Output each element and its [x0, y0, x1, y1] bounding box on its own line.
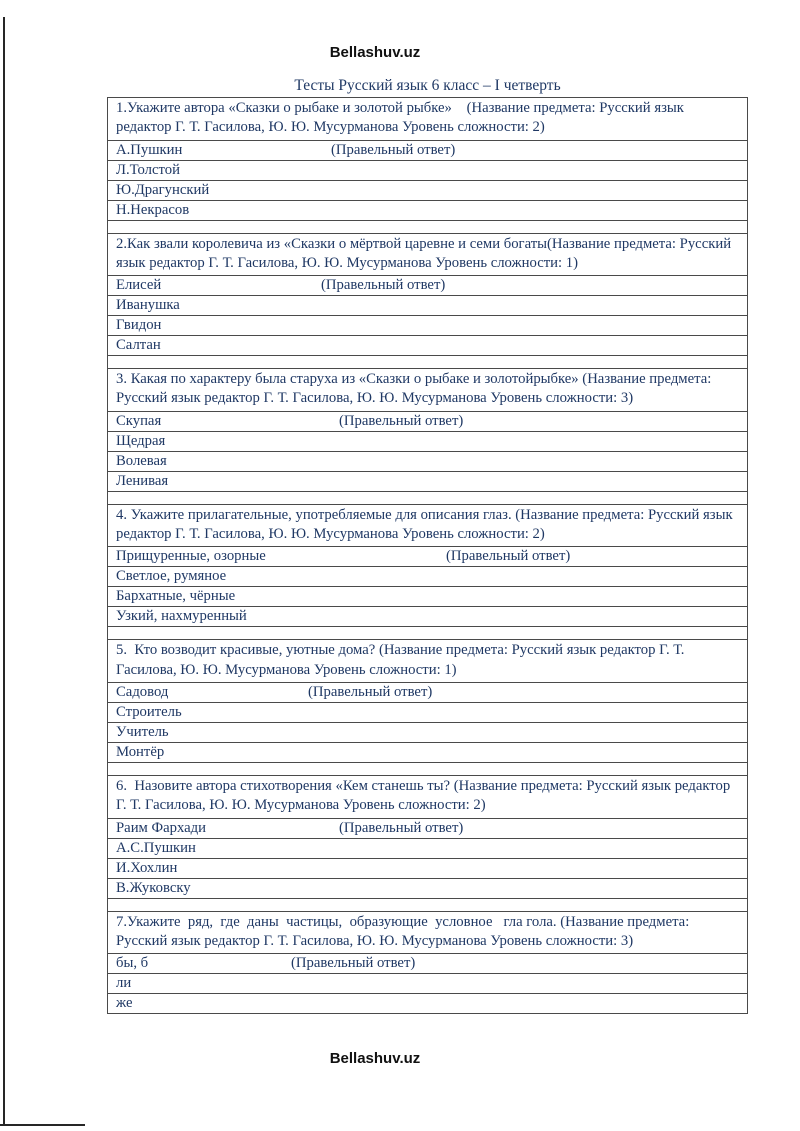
answer-text: Учитель	[116, 723, 169, 740]
answer-text: Раим Фархади	[116, 819, 206, 836]
answer-row	[108, 839, 747, 859]
question-row: 6. Назовите автора стихотворения «Кем станешь ты? (Название предмета: Русский язык редактор Г. Т. Гасилова, Ю. Ю. Мусурманова Уровень сложности: 2)	[108, 776, 747, 819]
empty-spacer-row	[108, 221, 747, 234]
answer-text: Щедрая	[116, 432, 166, 449]
answer-text: Салтан	[116, 337, 161, 354]
answer-row	[108, 587, 747, 607]
answer-row	[108, 201, 747, 221]
question-row: 4. Укажите прилагательные, употребляемые для описания глаз. (Название предмета: Русский язык редактор Г. Т. Гасилова, Ю. Ю. Мусурманова Уровень сложности: 2)	[108, 505, 747, 548]
answer-text: Узкий, нахмуренный	[116, 608, 247, 625]
answer-text: Строитель	[116, 703, 182, 720]
correct-answer-label: (Правельный ответ)	[308, 683, 433, 700]
answer-text: бы, б	[116, 955, 149, 972]
answer-row	[108, 452, 747, 472]
answer-row	[108, 296, 747, 316]
answer-text: Ленивая	[116, 472, 169, 489]
answer-text: Елисей	[116, 277, 162, 294]
empty-spacer-row	[108, 899, 747, 912]
answer-row	[108, 743, 747, 763]
answer-row	[108, 859, 747, 879]
answer-text: Монтёр	[116, 743, 165, 760]
answer-row	[108, 607, 747, 627]
correct-answer-label: (Правельный ответ)	[339, 412, 464, 429]
answer-row	[108, 547, 747, 567]
answer-text: Бархатные, чёрные	[116, 588, 236, 605]
answer-text: Л.Толстой	[116, 161, 180, 178]
scan-edge-left-line	[3, 17, 5, 1125]
answer-row	[108, 974, 747, 994]
document-title: Тесты Русский язык 6 класс – I четверть	[294, 77, 561, 94]
answer-text: Прищуренные, озорные	[116, 548, 266, 565]
answer-text: Гвидон	[116, 317, 162, 334]
answer-text: Садовод	[116, 683, 169, 700]
empty-spacer-row	[108, 763, 747, 776]
answer-row	[108, 432, 747, 452]
answer-text: ли	[116, 975, 132, 992]
question-row: 7.Укажите ряд, где даны частицы, образующие условное гла гола. (Название предмета: Русский язык редактор Г. Т. Гасилова, Ю. Ю. Мусурманова Уровень сложности: 3)	[108, 912, 747, 955]
answer-row	[108, 723, 747, 743]
correct-answer-label: (Правельный ответ)	[321, 277, 446, 294]
question-row: 1.Укажите автора «Сказки о рыбаке и золотой рыбке» (Название предмета: Русский язык редактор Г. Т. Гасилова, Ю. Ю. Мусурманова Уровень сложности: 2)	[108, 98, 747, 141]
correct-answer-label: (Правельный ответ)	[446, 548, 571, 565]
answer-row	[108, 161, 747, 181]
question-row: 2.Как звали королевича из «Сказки о мёртвой царевне и семи богаты(Название предмета: Русский язык редактор Г. Т. Гасилова, Ю. Ю. Мусурманова Уровень сложности: 1)	[108, 234, 747, 277]
correct-answer-label: (Правельный ответ)	[331, 141, 456, 158]
answer-row	[108, 472, 747, 492]
answer-text: Иванушка	[116, 297, 180, 314]
answer-row	[108, 336, 747, 356]
answer-row	[108, 181, 747, 201]
answer-row	[108, 276, 747, 296]
answer-row	[108, 412, 747, 432]
answer-row	[108, 683, 747, 703]
answer-row	[108, 316, 747, 336]
answer-text: Ю.Драгунский	[116, 181, 210, 198]
empty-spacer-row	[108, 492, 747, 505]
answer-text: И.Хохлин	[116, 859, 178, 876]
answer-text: А.Пушкин	[116, 141, 183, 158]
answer-text: Волевая	[116, 452, 167, 469]
empty-spacer-row	[108, 627, 747, 640]
site-brand-header: Bellashuv.uz	[329, 44, 421, 61]
answer-text: В.Жуковску	[116, 879, 191, 896]
answer-row	[108, 954, 747, 974]
answer-text: Светлое, румяное	[116, 568, 227, 585]
empty-spacer-row	[108, 356, 747, 369]
site-brand-footer: Bellashuv.uz	[329, 1050, 421, 1067]
answer-text: Скупая	[116, 412, 162, 429]
answer-row	[108, 567, 747, 587]
answer-text: же	[116, 995, 133, 1012]
answer-text: Н.Некрасов	[116, 201, 190, 218]
scan-edge-bottom-line	[0, 1124, 85, 1126]
answer-row	[108, 141, 747, 161]
answer-row	[108, 819, 747, 839]
question-row: 5. Кто возводит красивые, уютные дома? (Название предмета: Русский язык редактор Г. Т. Гасилова, Ю. Ю. Мусурманова Уровень сложности: 1)	[108, 640, 747, 683]
answer-row	[108, 703, 747, 723]
answer-row	[108, 994, 747, 1013]
correct-answer-label: (Правельный ответ)	[291, 955, 416, 972]
answer-text: А.С.Пушкин	[116, 839, 196, 856]
question-row: 3. Какая по характеру была старуха из «Сказки о рыбаке и золотойрыбке» (Название предмета: Русский язык редактор Г. Т. Гасилова, Ю. Ю. Мусурманова Уровень сложности: 3)	[108, 369, 747, 412]
answer-row	[108, 879, 747, 899]
quiz-table	[107, 97, 748, 1014]
correct-answer-label: (Правельный ответ)	[339, 819, 464, 836]
